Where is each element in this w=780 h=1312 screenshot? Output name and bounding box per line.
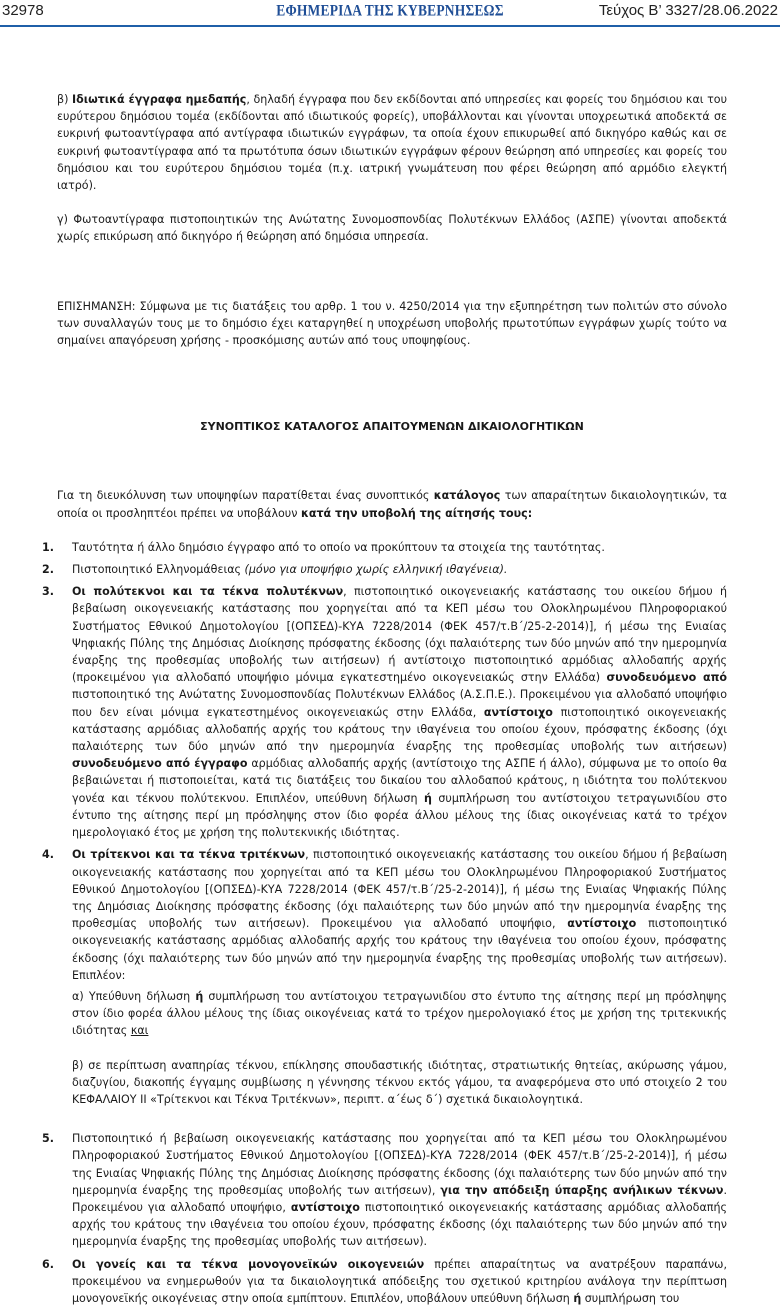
- header-rule: [0, 25, 780, 27]
- list-item: 5. Πιστοποιητικό ή βεβαίωση οικογενειακής κατάστασης που χορηγείται από τα ΚΕΠ μέσω του Ολοκληρωμένου Πληροφοριακού Συστήματος Εθνικού Δημοτολογίου [(ΟΠΣΕΔ)-ΚΥΑ 7228/2014 (ΦΕΚ 457/τ.Β΄/25-2-2014)], ή μέσω της Ενιαίας Ψηφιακής Πύλης της Δημόσιας Διοίκησης πρόσφατης έκδοσης (όχι παλαιότερης των δύο μηνών από την ημερομηνία έναρξης της προθεσμίας υποβολής των αιτήσεων), για την απόδειξη ύπαρξης ανήλικων τέκνων. Προκειμένου για αλλοδαπό υποψήφιο, αντίστοιχο πιστοποιητικό οικογενειακής κατάστασης αρμόδιας αλλοδαπής αρχής του κράτους την ιθαγένεια του οποίου έχουν, πρόσφατης έκδοσης (όχι παλαιότερης των δύο μηνών από την ημερομηνία έναρξης της προθεσμίας υποβολής των αιτήσεων).: [42, 1132, 727, 1249]
- list-item: 4. Οι τρίτεκνοι και τα τέκνα τριτέκνων, πιστοποιητικό οικογενειακής κατάστασης του οικείου δήμου ή βεβαίωση οικογενειακής κατάστασης που χορηγείται από τα ΚΕΠ μέσω του Ολοκληρωμένου Πληροφοριακού Συστήματος Εθνικού Δημοτολογίου [(ΟΠΣΕΔ)-ΚΥΑ 7228/2014 (ΦΕΚ 457/τ.Β΄/25-2-2014)], ή μέσω της Ενιαίας Ψηφιακής Πύλης της Δημόσιας Διοίκησης πρόσφατης έκδοσης (όχι παλαιότερης των δύο μηνών από την ημερομηνία έναρξης της προθεσμίας υποβολής των αιτήσεων). Προκειμένου για αλλοδαπό υποψήφιο, αντίστοιχο πιστοποιητικό οικογενειακής κατάστασης αρμόδιας αλλοδαπής αρχής του κράτους την ιθαγένεια του οποίου έχουν, πρόσφατης έκδοσης (όχι παλαιότερης των δύο μηνών από την ημερομηνία έναρξης της προθεσμίας υποβολής των αιτήσεων). Επιπλέον: α) Υπεύθυνη δήλωση ή συμπλήρωση του αντίστοιχου τετραγωνιδίου στο έντυπο της αίτησης περί μη πρόσληψης στον ίδιο φορέα άλλου μέλους της ίδιας οικογένειας κατά το τρέχον ημερολογιακό έτος με χρήση της τριτεκνικής ιδιότητας και β) σε περίπτωση αναπηρίας τέκνου, επίκλησης σπουδαστικής ιδιότητας, στρατιωτικής θητείας, ακύρωσης γάμου, διαζυγίου, διακοπής έγγαμης συμβίωσης η γέννησης τέκνου εκτός γάμου, τα αναφερόμενα στο υπό στοιχείο 2 του ΚΕΦΑΛΑΙΟΥ ΙΙ «Τρίτεκνοι και Τέκνα Τριτέκνων», περιπτ. α΄έως δ΄) σχετικά δικαιολογητικά.: [57, 846, 727, 1125]
- page-header: [0, 0, 780, 24]
- bold-term: Ιδιωτικά έγγραφα ημεδαπής: [72, 93, 247, 106]
- document-body: [42, 91, 728, 1312]
- list-item: 6. Οι γονείς και τα τέκνα μονογονεϊκών οικογενειών πρέπει απαραίτητως να ανατρέξουν παραπάνω, προκειμένου να ενημερωθούν για τα δικαιολογητικά απόδειξης του σχετικού κριτηρίου ανάλογα την περίπτωση μονογονεϊκής οικογένειας στην οποία εμπίπτουν. Επιπλέον, υποβάλουν υπεύθυνη δήλωση ή συμπλήρωση του: [42, 1257, 727, 1305]
- page-number: 32978: [2, 2, 44, 19]
- paragraph-b: β) Ιδιωτικά έγγραφα ημεδαπής, δηλαδή έγγραφα που δεν εκδίδονται από υπηρεσίες και φορείς του δημόσιου και του ευρύτερου δημόσιου τομέα (εκδίδονται από ιδιωτικούς φορείς), υποβάλλονται και γίνονται υποχρεωτικά αποδεκτά σε ευκρινή φωτοαντίγραφα από αντίγραφα ιδιωτικών εγγράφων, τα οποία έχουν επικυρωθεί από δικηγόρο καθώς και σε ευκρινή φωτοαντίγραφα από τα πρωτότυπα όσων ιδιωτικών εγγράφων φέρουν θεώρηση από υπηρεσίες και φορείς του δημόσιου και του ευρύτερου δημόσιου τομέα (π.χ. ιατρική γνωμάτευση που φέρει θεώρηση από αρμόδιο ελεγκτή ιατρό).: [57, 93, 727, 193]
- sub-item-a: α) Υπεύθυνη δήλωση ή συμπλήρωση του αντίστοιχου τετραγωνιδίου στο έντυπο της αίτησης περί μη πρόσληψης στον ίδιο φορέα άλλου μέλους της ίδιας οικογένειας κατά το τρέχον ημερολογιακό έτος με χρήση της τριτεκνικής ιδιότητας και: [72, 989, 728, 1038]
- notice-paragraph: ΕΠΙΣΗΜΑΝΣΗ: Σύμφωνα με τις διατάξεις του αρθρ. 1 του ν. 4250/2014 για την εξυπηρέτηση των πολιτών στο σύνολο των συναλλαγών τους με το δημόσιο έχει καταργηθεί η υποχρέωση υποβολής πρωτοτύπων εγγράφων χωρίς τούτο να σημαίνει απαγόρευση χρήσης - προσκόμισης αυτών από τους υποψηφίους.: [57, 299, 727, 348]
- sub-item-b: β) σε περίπτωση αναπηρίας τέκνου, επίκλησης σπουδαστικής ιδιότητας, στρατιωτικής θητείας, ακύρωσης γάμου, διαζυγίου, διακοπής έγγαμης συμβίωσης η γέννησης τέκνου εκτός γάμου, τα αναφερόμενα στο υπό στοιχείο 2 του ΚΕΦΑΛΑΙΟΥ ΙΙ «Τρίτεκνοι και Τέκνα Τριτέκνων», περιπτ. α΄έως δ΄) σχετικά δικαιολογητικά.: [72, 1058, 727, 1106]
- list-item: 1. Ταυτότητα ή άλλο δημόσιο έγγραφο από το οποίο να προκύπτουν τα στοιχεία της ταυτότητας.: [42, 540, 605, 554]
- issue-number: Τεύχος Β’ 3327/28.06.2022: [598, 2, 778, 19]
- list-item: 2. Πιστοποιητικό Ελληνομάθειας (μόνο για υποψήφιο χωρίς ελληνική ιθαγένεια).: [42, 563, 508, 577]
- paragraph-c: γ) Φωτοαντίγραφα πιστοποιητικών της Ανώτατης Συνομοσπονδίας Πολυτέκνων Ελλάδος (ΑΣΠΕ) γίνονται αποδεκτά χωρίς επικύρωση από δικηγόρο ή θεώρηση από δημόσια υπηρεσία.: [57, 213, 727, 244]
- documents-list: [42, 539, 728, 1307]
- lead-paragraph: Για τη διευκόλυνση των υποψηφίων παρατίθεται ένας συνοπτικός κατάλογος των απαραίτητων δικαιολογητικών, τα οποία οι προσληπτέοι πρέπει να υποβάλουν κατά την υποβολή της αίτησής τους:: [57, 489, 727, 520]
- list-item: 3. Οι πολύτεκνοι και τα τέκνα πολυτέκνων, πιστοποιητικό οικογενειακής κατάστασης του οικείου δήμου ή βεβαίωση οικογενειακής κατάστασης που χορηγείται από τα ΚΕΠ μέσω του Ολοκληρωμένου Πληροφοριακού Συστήματος Εθνικού Δημοτολογίου [(ΟΠΣΕΔ)-ΚΥΑ 7228/2014 (ΦΕΚ 457/τ.Β΄/25-2-2014)], ή μέσω της Ενιαίας Ψηφιακής Πύλης της Δημόσιας Διοίκησης πρόσφατης έκδοσης (όχι παλαιότερης των δύο μηνών από την ημερομηνία έναρξης της προθεσμίας υποβολής των αιτήσεων) ή αντίστοιχο πιστοποιητικό αρμόδιας αλλοδαπής αρχής (προκειμένου για αλλοδαπό υποψήφιο μόνιμα εγκατεστημένο οικογενειακώς στην Ελλάδα) συνοδευόμενο από πιστοποιητικό της Ανώτατης Συνομοσπονδίας Πολυτέκνων Ελλάδος (Α.Σ.Π.Ε.). Προκειμένου για αλλοδαπό υποψήφιο που δεν είναι μόνιμα εγκατεστημένος οικογενειακώς στην Ελλάδα, αντίστοιχο πιστοποιητικό οικογενειακής κατάστασης αρμόδιας αλλοδαπής αρχής του κράτους την ιθαγένεια του οποίου έχουν, πρόσφατης έκδοσης (όχι παλαιότερης των δύο μηνών από την ημερομηνία έναρξης της προθεσμίας υποβολής των αιτήσεων) συνοδευόμενο από έγγραφο αρμόδιας αλλοδαπής αρχής (αντίστοιχο της ΑΣΠΕ ή άλλο), σύμφωνα με το οποίο θα βεβαιώνεται ή πιστοποιείται, κατά τις διατάξεις του δικαίου του αλλοδαπού κράτους, η ιδιότητα του πολύτεκνου γονέα και τέκνου πολύτεκνου. Επιπλέον, υπεύθυνη δήλωση ή συμπλήρωση του αντίστοιχου τετραγωνιδίου στο έντυπο της αίτησης περί μη πρόσληψης στον ίδιο φορέα άλλου μέλους της ίδιας οικογένειας κατά το τρέχον ημερολογιακό έτος με χρήση της πολυτεκνικής ιδιότητας.: [42, 585, 728, 840]
- gazette-title: ΕΦΗΜΕΡΙΔΑ ΤΗΣ ΚΥΒΕΡΝΗΣΕΩΣ: [276, 1, 504, 20]
- section-title: ΣΥΝΟΠΤΙΚΟΣ ΚΑΤΑΛΟΓΟΣ ΑΠΑΙΤΟΥΜΕΝΩΝ ΔΙΚΑΙΟΛΟΓΗΤΙΚΩΝ: [200, 420, 584, 434]
